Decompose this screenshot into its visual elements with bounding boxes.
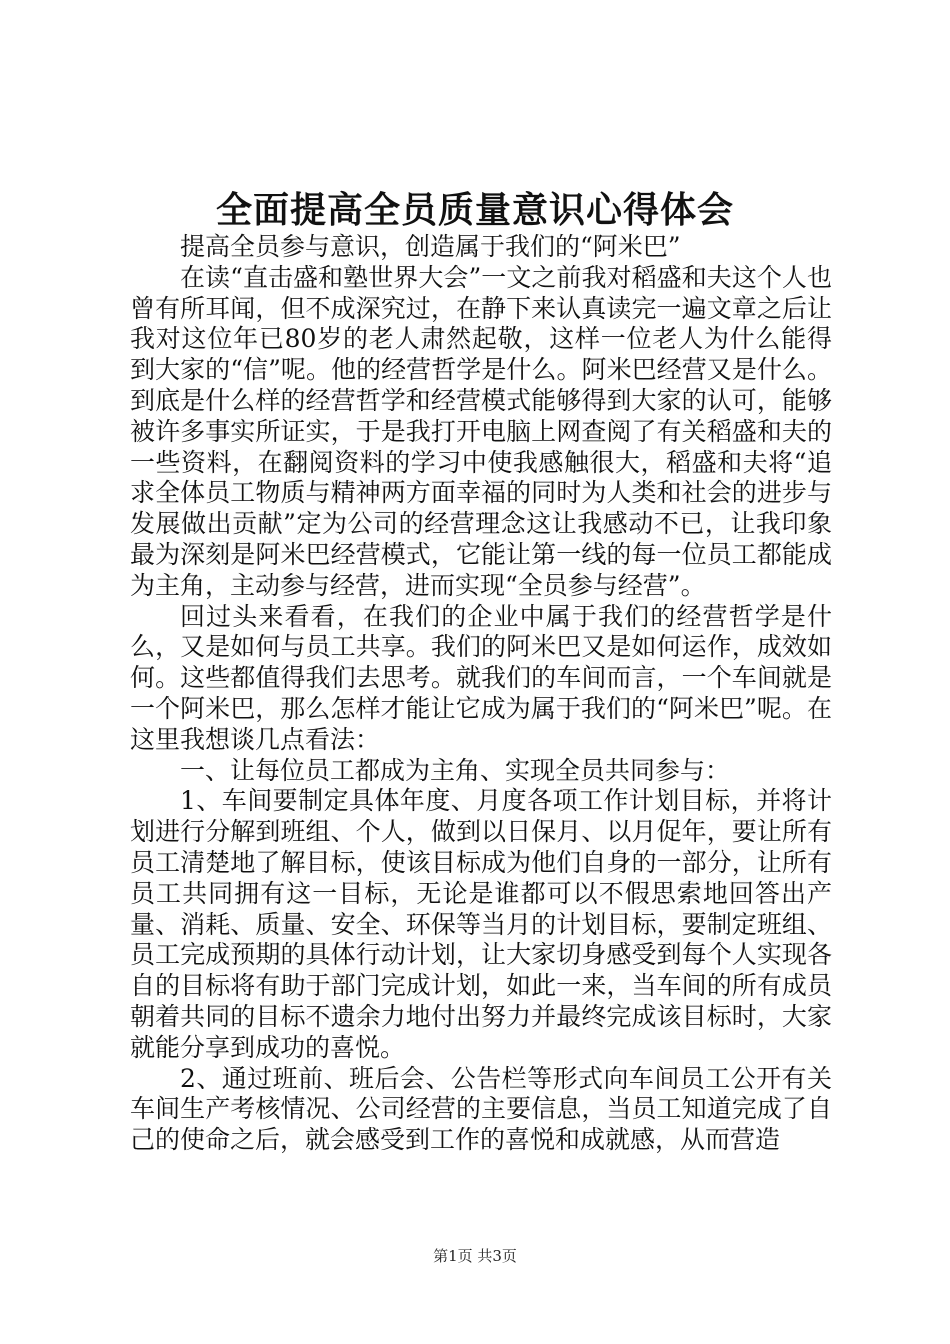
document-title: 全面提高全员质量意识心得体会 — [215, 189, 734, 231]
paragraph-section-heading: 一、让每位员工都成为主角、实现全员共同参与： — [180, 755, 731, 785]
paragraph-subtitle: 提高全员参与意识，创造属于我们的“阿米巴” — [180, 232, 681, 261]
paragraph-point-2: 2、通过班前、班后会、公告栏等形式向车间员工公开有关车间生产考核情况、公司经营的主要信息，当员工知道完成了自己的使命之后，就会感受到工作的喜悦和成就感，从而营造 — [130, 1063, 832, 1155]
paragraph-intro: 在读“直击盛和塾世界大会”一文之前我对稻盛和夫这个人也曾有所耳闻，但不成深究过，在静下来认真读完一遍文章之后让我对这位年已80岁的老人肃然起敬，这样一位老人为什么能得到大家的“信”呢。他的经营哲学是什么。阿米巴经营又是什么。到底是什么样的经营哲学和经营模式能够得到大家的认可，能够被许多事实所证实，于是我打开电脑上网查阅了有关稻盛和夫的一些资料，在翻阅资料的学习中使我感触很大，稻盛和夫将“追求全体员工物质与精神两方面幸福的同时为人类和社会的进步与发展做出贡献”定为公司的经营理念这让我感动不已，让我印象最为深刻是阿米巴经营模式，它能让第一线的每一位员工都能成为主角，主动参与经营，进而实现“全员参与经营”。 — [130, 262, 832, 600]
page-number-footer: 第1页 共3页 — [433, 1247, 517, 1265]
paragraph-point-1: 1、车间要制定具体年度、月度各项工作计划目标，并将计划进行分解到班组、个人，做到以日保月、以月促年，要让所有员工清楚地了解目标，使该目标成为他们自身的一部分，让所有员工共同拥有这一目标，无论是谁都可以不假思索地回答出产量、消耗、质量、安全、环保等当月的计划目标，要制定班组、员工完成预期的具体行动计划，让大家切身感受到每个人实现各自的目标将有助于部门完成计划，如此一来，当车间的所有成员朝着共同的目标不遗余力地付出努力并最终完成该目标时，大家就能分享到成功的喜悦。 — [130, 786, 832, 1062]
paragraph-reflection: 回过头来看看，在我们的企业中属于我们的经营哲学是什么，又是如何与员工共享。我们的阿米巴又是如何运作，成效如何。这些都值得我们去思考。就我们的车间而言，一个车间就是一个阿米巴，那么怎样才能让它成为属于我们的“阿米巴”呢。在这里我想谈几点看法： — [130, 601, 832, 754]
document-body — [130, 232, 832, 1156]
